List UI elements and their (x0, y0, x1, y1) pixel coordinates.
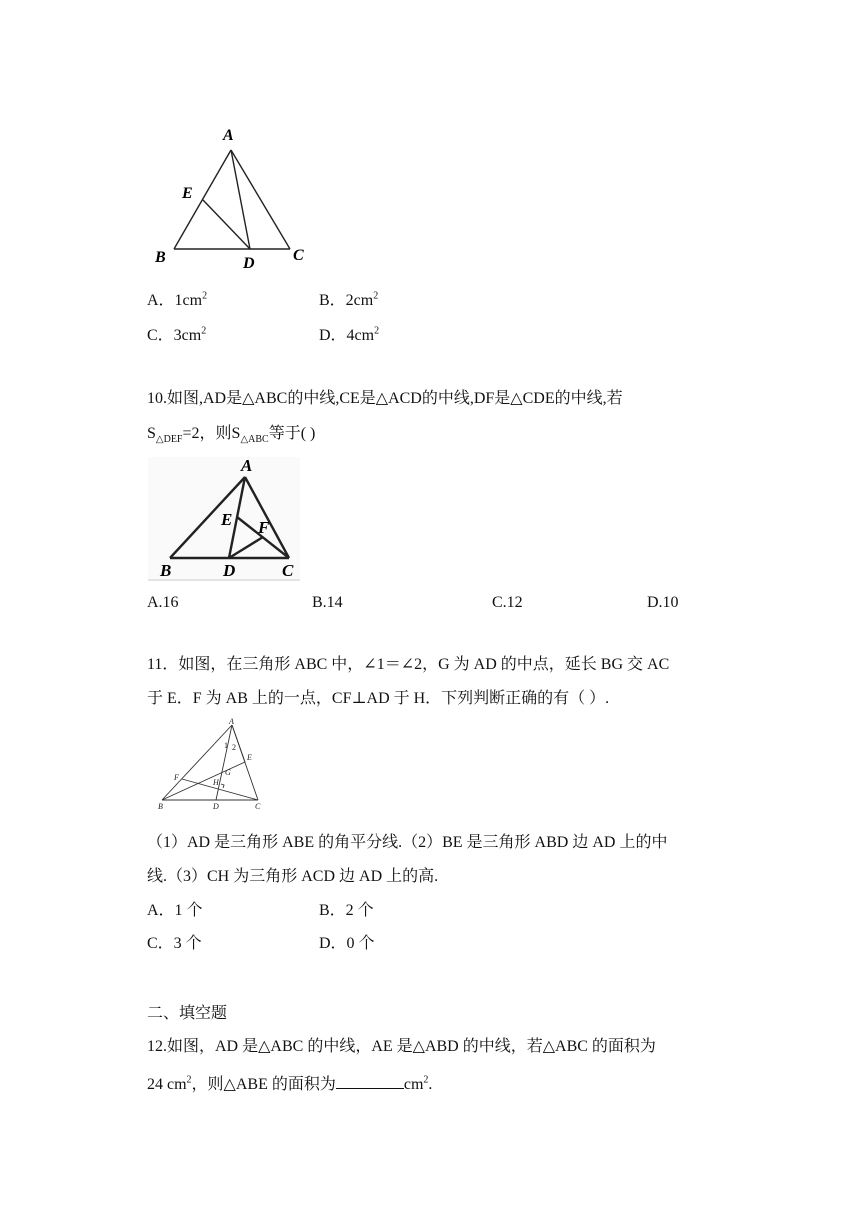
q10-label-a: A (241, 456, 253, 475)
q11-label-d: D (213, 802, 219, 811)
q10-option-c: C.12 (492, 594, 523, 611)
q9-option-d: D．$4cm^2$ (319, 325, 380, 344)
q10-label-c: C (282, 561, 294, 580)
q11-stem-line2: 于 E．F 为 AB 上的一点，CF⊥AD 于 H．下列判断正确的有（ ）. (147, 690, 610, 707)
q11-statements-line2: 线.（3）CH 为三角形 ACD 边 AD 上的高. (147, 868, 439, 885)
q11-label-f: F (174, 773, 179, 782)
q11-stem-line1: 11．如图，在三角形 ABC 中，∠1＝∠2，G 为 AD 的中点，延长 BG 交 AC (147, 656, 670, 673)
q11-label-c: C (255, 802, 261, 811)
q9-triangle-figure (145, 120, 325, 275)
q9-label-b: B (155, 249, 166, 266)
q11-label-g: G (225, 768, 231, 777)
q12-stem-line2: 24 $cm^2$，则△ABE 的面积为 $cm^2$. (147, 1074, 433, 1093)
q10-label-f: F (258, 518, 270, 537)
q10-label-b: B (160, 561, 172, 580)
q11-side-ab (162, 725, 232, 800)
q10-option-b: B.14 (312, 594, 343, 611)
section-title: 二、填空题 (147, 1005, 228, 1022)
q9-label-c: C (293, 247, 304, 264)
q9-option-a: A．$1cm^2$ (147, 290, 208, 309)
q12-answer-blank[interactable] (336, 1074, 404, 1089)
q9-label-e: E (182, 185, 193, 202)
q11-label-angle1: 1 (224, 741, 228, 750)
q10-triangle-figure (148, 457, 300, 581)
q11-label-b: B (158, 802, 163, 811)
q11-option-b: B．2 个 (319, 902, 374, 919)
q9-segment-ed (203, 200, 250, 249)
q10-stem-line1: 10.如图,AD是△ABC的中线,CE是△ACD的中线,DF是△CDE的中线,若 (147, 390, 623, 407)
q9-label-a: A (223, 127, 234, 144)
q11-label-h: H (213, 778, 219, 787)
q11-label-angle2: 2 (232, 743, 236, 752)
q9-label-d: D (243, 255, 255, 272)
q10-label-d: D (223, 561, 236, 580)
q11-option-c: C．3 个 (147, 935, 202, 952)
q11-statements-line1: （1）AD 是三角形 ABE 的角平分线.（2）BE 是三角形 ABD 边 AD 上的中 (147, 834, 668, 851)
q11-right-angle-mark (221, 784, 224, 788)
q10-option-d: D.10 (647, 594, 679, 611)
q11-label-e: E (247, 753, 252, 762)
q11-option-d: D．0 个 (319, 935, 375, 952)
q12-stem-line1: 12.如图，AD 是△ABC 的中线，AE 是△ABD 的中线，若△ABC 的面积为 (147, 1038, 656, 1055)
q11-label-a: A (229, 717, 234, 726)
q9-option-b: B．$2cm^2$ (319, 290, 379, 309)
q11-triangle-figure (150, 718, 275, 812)
q9-option-c: C．$3cm^2$ (147, 325, 207, 344)
q11-option-a: A．1 个 (147, 902, 203, 919)
q10-option-a: A.16 (147, 594, 179, 611)
q10-stem-line2: $S_{\triangle DEF}=2$，则$S_{\triangle ABC}$等于( ) (147, 425, 316, 446)
q10-label-e: E (221, 510, 233, 529)
